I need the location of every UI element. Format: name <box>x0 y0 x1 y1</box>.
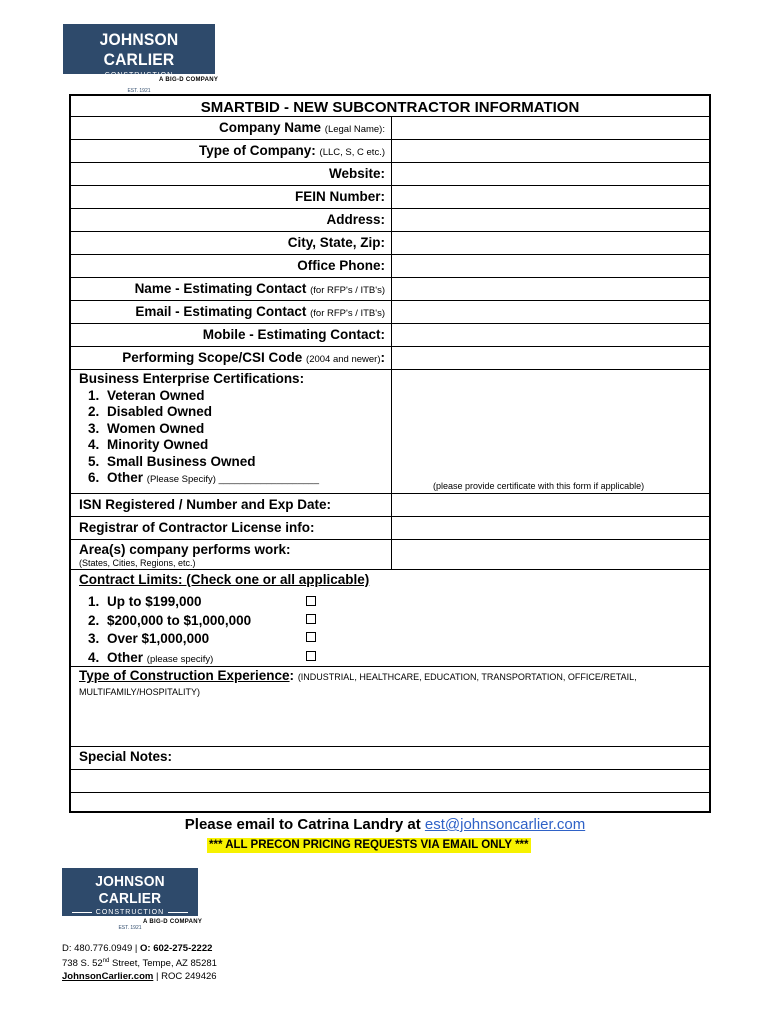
list-item: 6. Other (Please Specify) ___________________ <box>103 470 319 489</box>
logo-sub: CONSTRUCTION <box>62 909 198 916</box>
certifications-block <box>79 371 319 489</box>
address-line: 738 S. 52nd Street, Tempe, AZ 85281 <box>62 958 217 970</box>
logo-sub: CONSTRUCTION <box>63 72 215 79</box>
special-notes-label: Special Notes: <box>79 749 173 764</box>
contract-limits-list <box>79 593 251 669</box>
limit-checkbox-3[interactable] <box>306 632 316 642</box>
scope-csi-label: Performing Scope/CSI Code (2004 and newer): <box>122 350 385 365</box>
registrar-label: Registrar of Contractor License info: <box>79 520 315 535</box>
list-item: 3. Over $1,000,000 <box>103 630 251 649</box>
certifications-field[interactable] <box>392 370 709 493</box>
company-type-field[interactable] <box>392 140 709 162</box>
isn-label: ISN Registered / Number and Exp Date: <box>79 497 332 512</box>
certifications-heading: Business Enterprise Certifications: <box>79 371 305 386</box>
estimating-contact-name-field[interactable] <box>392 278 709 300</box>
contact-info <box>62 942 217 983</box>
website-label: Website: <box>328 166 385 181</box>
limit-checkbox-2[interactable] <box>306 614 316 624</box>
website-link[interactable]: JohnsonCarlier.com <box>62 971 154 983</box>
logo-tagline-footer: A BIG-D COMPANY <box>143 919 203 925</box>
email-link[interactable]: est@johnsoncarlier.com <box>424 816 586 833</box>
website-field[interactable] <box>392 163 709 185</box>
list-item: 4. Other (please specify) <box>103 649 251 670</box>
estimating-contact-email-label: Email - Estimating Contact (for RFP's / ITB's) <box>135 304 385 319</box>
construction-type-block: Type of Construction Experience: (INDUSTRIAL, HEALTHCARE, EDUCATION, TRANSPORTATION, OFFICE/RETAIL, MULTIFAMILY/HOSPITALITY) <box>79 668 637 697</box>
list-item: 1. Up to $199,000 <box>103 593 251 612</box>
office-phone-label: Office Phone: <box>297 258 385 273</box>
construction-type-hint-2: MULTIFAMILY/HOSPITALITY) <box>79 687 201 697</box>
list-item: 2. $200,000 to $1,000,000 <box>103 612 251 631</box>
city-state-zip-field[interactable] <box>392 232 709 254</box>
registrar-field[interactable] <box>392 517 709 539</box>
scope-csi-field[interactable] <box>392 347 709 369</box>
subcontractor-form <box>69 94 711 813</box>
estimating-contact-name-label: Name - Estimating Contact (for RFP's / ITB's) <box>134 281 385 296</box>
special-notes-field-1[interactable] <box>71 770 709 792</box>
list-item: 2. Disabled Owned <box>103 404 319 421</box>
fein-label: FEIN Number: <box>294 189 385 204</box>
areas-hint: (States, Cities, Regions, etc.) <box>79 558 196 568</box>
address-label: Address: <box>326 212 385 227</box>
logo-est: EST. 1921 <box>114 925 145 931</box>
company-name-field[interactable] <box>392 117 709 139</box>
limit-checkbox-1[interactable] <box>306 596 316 606</box>
construction-type-hint: (INDUSTRIAL, HEALTHCARE, EDUCATION, TRANSPORTATION, OFFICE/RETAIL, <box>297 672 637 682</box>
contract-limits-heading: Contract Limits: (Check one or all applicable) <box>79 572 370 587</box>
special-notes-field-2[interactable] <box>71 793 709 813</box>
website-line: JohnsonCarlier.com | ROC 249426 <box>62 971 217 983</box>
estimating-contact-mobile-field[interactable] <box>392 324 709 346</box>
list-item: 1. Veteran Owned <box>103 388 319 405</box>
isn-field[interactable] <box>392 494 709 516</box>
construction-type-field[interactable] <box>71 696 709 746</box>
city-state-zip-label: City, State, Zip: <box>287 235 385 250</box>
construction-type-heading: Type of Construction Experience <box>79 668 290 683</box>
company-name-label: Company Name (Legal Name): <box>219 120 385 135</box>
areas-field[interactable] <box>392 540 709 569</box>
logo-name: JOHNSON CARLIER <box>99 30 179 69</box>
form-title: SMARTBID - NEW SUBCONTRACTOR INFORMATION <box>200 99 580 116</box>
estimating-contact-mobile-label: Mobile - Estimating Contact: <box>202 327 385 342</box>
certifications-list <box>79 388 319 489</box>
office-phone-field[interactable] <box>392 255 709 277</box>
company-type-label: Type of Company: (LLC, S, C etc.) <box>199 143 385 158</box>
list-item: 3. Women Owned <box>103 421 319 438</box>
logo-tagline: A BIG-D COMPANY <box>159 77 219 83</box>
email-instruction: Please email to Catrina Landry at est@johnsoncarlier.com <box>184 816 586 833</box>
precon-notice: *** ALL PRECON PRICING REQUESTS VIA EMAIL ONLY *** <box>209 839 529 851</box>
address-field[interactable] <box>392 209 709 231</box>
limit-checkbox-4[interactable] <box>306 651 316 661</box>
phone-line: D: 480.776.0949 | O: 602-275-2222 <box>62 943 213 954</box>
certificate-note: (please provide certificate with this form if applicable) <box>433 481 645 491</box>
logo-est: EST. 1921 <box>123 88 154 94</box>
list-item: 4. Minority Owned <box>103 437 319 454</box>
logo-name: JOHNSON CARLIER <box>95 873 165 907</box>
estimating-contact-email-field[interactable] <box>392 301 709 323</box>
list-item: 5. Small Business Owned <box>103 454 319 471</box>
areas-label: Area(s) company performs work: <box>79 542 291 557</box>
fein-field[interactable] <box>392 186 709 208</box>
